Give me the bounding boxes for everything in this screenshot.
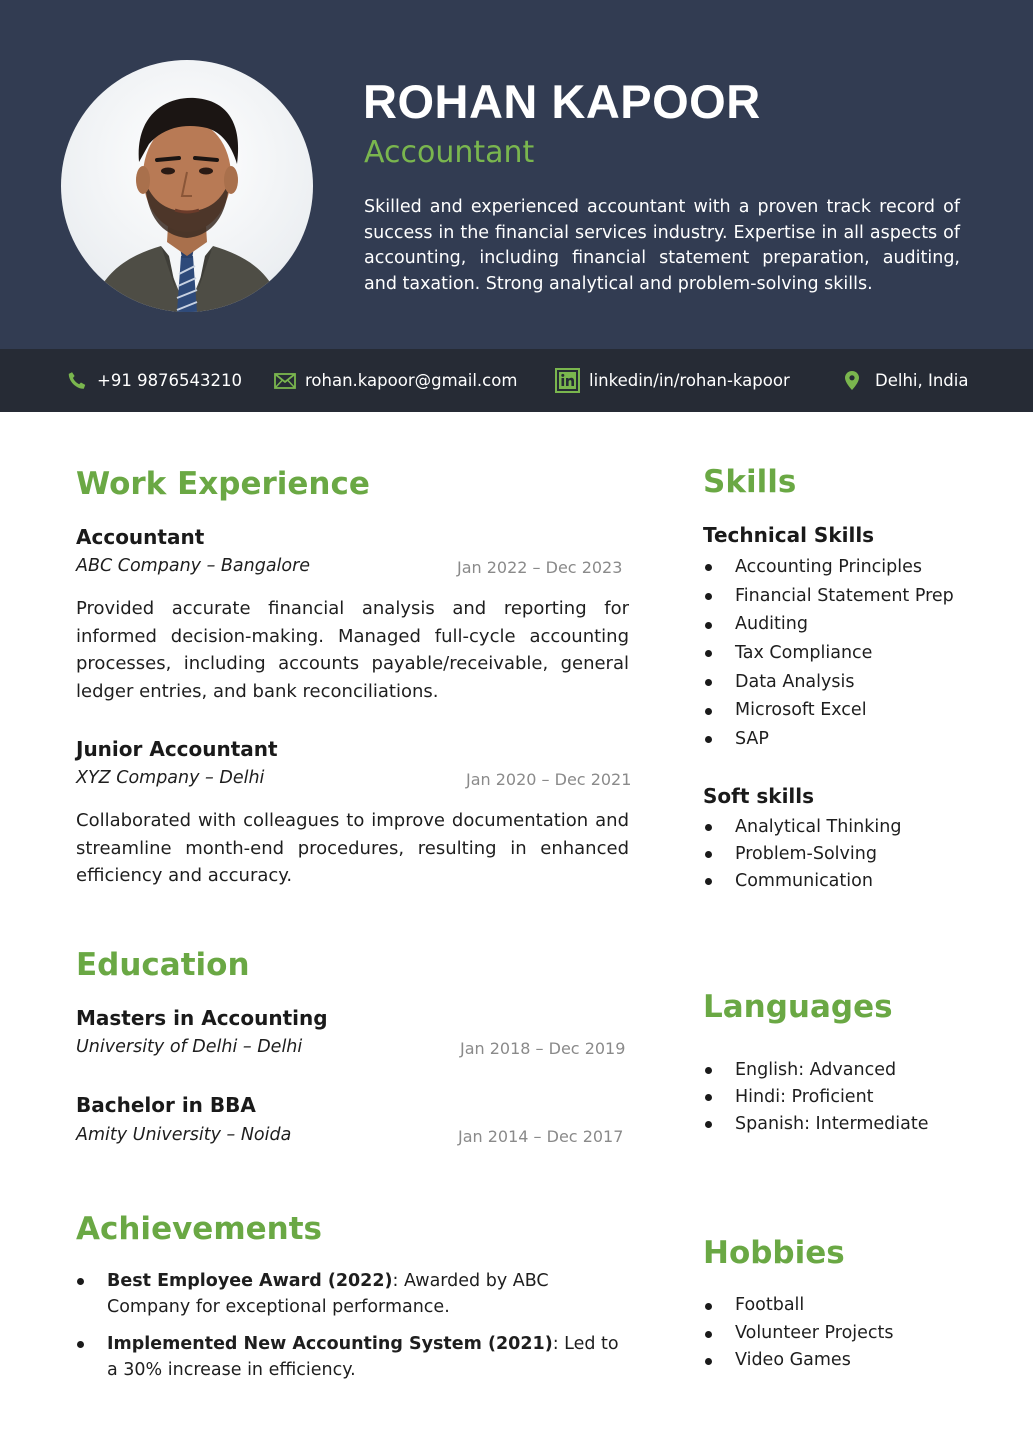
contact-email[interactable] <box>274 349 517 412</box>
skill-item: Communication <box>703 868 901 895</box>
profile-photo <box>61 60 313 312</box>
candidate-role: Accountant <box>364 135 535 170</box>
job-description: Collaborated with colleagues to improve documentation and streamline month-end procedures, resulting in enhanced efficiency and accuracy. <box>76 810 629 886</box>
skill-item: Analytical Thinking <box>703 814 901 841</box>
hobby-item: Volunteer Projects <box>703 1320 894 1348</box>
phone-number: +91 9876543210 <box>97 371 243 390</box>
contact-location <box>845 349 968 412</box>
skills-heading: Skills <box>703 464 797 500</box>
language-item: Hindi: Proficient <box>703 1084 928 1111</box>
job-description: Provided accurate financial analysis and reporting for informed decision-making. Managed full-cycle accounting processes, including accounts payable/receivable, general ledger entries, and bank reconciliations. <box>76 598 629 702</box>
technical-skills-heading: Technical Skills <box>703 523 875 547</box>
resume-header <box>0 0 1033 349</box>
envelope-icon <box>274 373 296 389</box>
hobby-item: Football <box>703 1292 894 1320</box>
skill-item: Auditing <box>703 610 954 639</box>
education-dates: Jan 2014 – Dec 2017 <box>458 1127 624 1146</box>
languages-heading: Languages <box>703 989 893 1025</box>
degree-title: Masters in Accounting <box>76 1006 328 1030</box>
phone-icon <box>66 370 88 392</box>
linkedin-url: linkedin/in/rohan-kapoor <box>589 371 790 390</box>
language-item: English: Advanced <box>703 1057 928 1084</box>
technical-skills-list <box>703 553 954 754</box>
achievement-detail: : Led to a 30% increase in efficiency. <box>107 1334 619 1380</box>
education-dates: Jan 2018 – Dec 2019 <box>460 1039 626 1058</box>
achievements-list <box>76 1268 629 1394</box>
contact-bar <box>0 349 1033 412</box>
skill-item: Accounting Principles <box>703 553 954 582</box>
achievement-name: Best Employee Award (2022) <box>107 1271 393 1291</box>
achievement-item <box>76 1331 629 1383</box>
education-heading: Education <box>76 947 250 983</box>
soft-skills-heading: Soft skills <box>703 784 815 808</box>
contact-linkedin[interactable] <box>555 349 790 412</box>
achievement-name: Implemented New Accounting System (2021) <box>107 1334 553 1354</box>
skill-item: Data Analysis <box>703 668 954 697</box>
candidate-name: ROHAN KAPOOR <box>363 75 761 128</box>
skill-item: Problem-Solving <box>703 841 901 868</box>
job-title: Junior Accountant <box>76 737 278 761</box>
degree-title: Bachelor in BBA <box>76 1093 256 1117</box>
school-name: University of Delhi – Delhi <box>76 1037 303 1057</box>
hobbies-list <box>703 1292 894 1375</box>
skill-item: Microsoft Excel <box>703 696 954 725</box>
work-experience-heading: Work Experience <box>76 466 370 502</box>
email-address: rohan.kapoor@gmail.com <box>305 371 518 390</box>
skill-item: Financial Statement Prep <box>703 582 954 611</box>
contact-phone[interactable] <box>66 349 242 412</box>
achievements-heading: Achievements <box>76 1211 322 1247</box>
achievement-item <box>76 1268 629 1320</box>
profile-summary: Skilled and experienced accountant with a proven track record of success in the financial services industry. Expertise in all aspects of accounting, including financial statement preparation, auditing, and taxation. Strong analytical and problem-solving skills. <box>364 197 960 294</box>
map-pin-icon <box>845 371 859 390</box>
portrait-illustration <box>61 60 313 312</box>
job-company: XYZ Company – Delhi <box>76 768 265 788</box>
hobby-item: Video Games <box>703 1347 894 1375</box>
job-company: ABC Company – Bangalore <box>76 556 311 576</box>
languages-list <box>703 1057 928 1137</box>
hobbies-heading: Hobbies <box>703 1235 845 1271</box>
skill-item: Tax Compliance <box>703 639 954 668</box>
job-dates: Jan 2022 – Dec 2023 <box>457 558 623 577</box>
job-dates: Jan 2020 – Dec 2021 <box>466 770 632 789</box>
school-name: Amity University – Noida <box>76 1125 292 1145</box>
skill-item: SAP <box>703 725 954 754</box>
location-text: Delhi, India <box>875 371 969 390</box>
linkedin-icon <box>555 368 580 393</box>
soft-skills-list <box>703 814 901 894</box>
achievement-detail: : Awarded by ABC Company for exceptional performance. <box>107 1271 549 1317</box>
language-item: Spanish: Intermediate <box>703 1111 928 1138</box>
job-title: Accountant <box>76 525 205 549</box>
